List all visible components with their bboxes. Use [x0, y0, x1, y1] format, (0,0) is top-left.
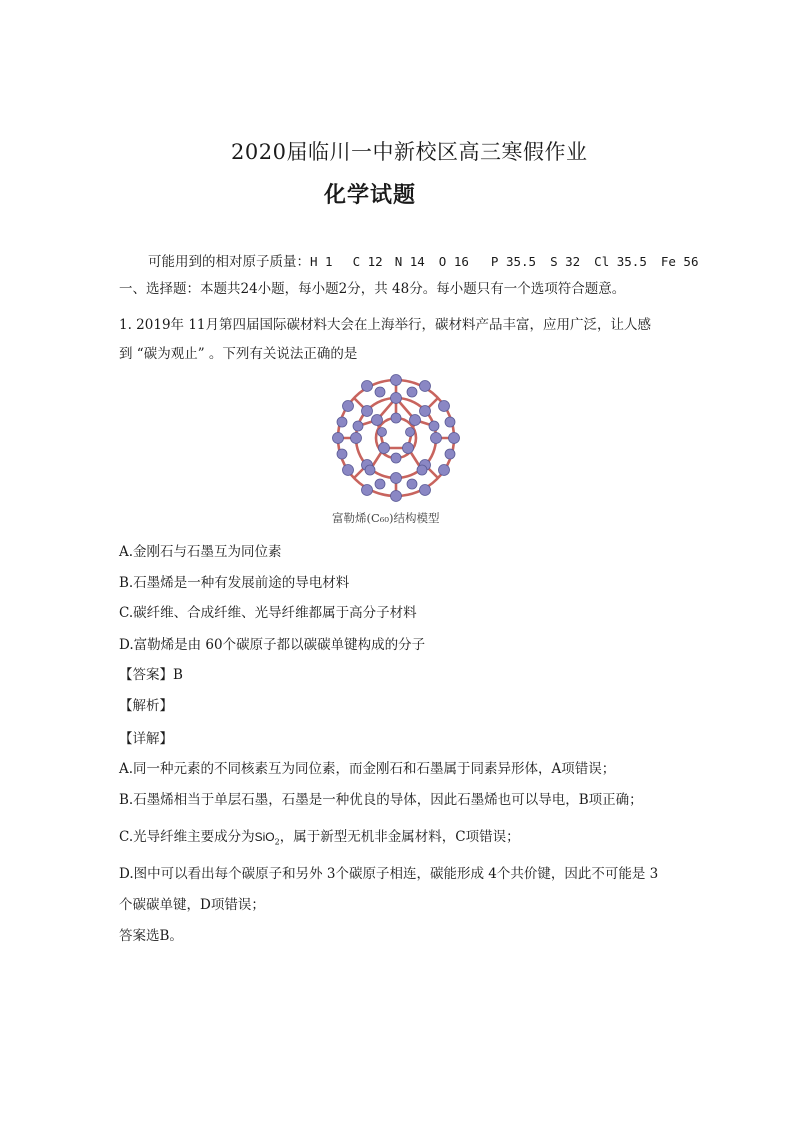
page-subtitle: 化学试题: [324, 182, 417, 208]
detail-c-text-start: C.光导纤维主要成分为: [119, 829, 255, 845]
detail-b: B.石墨烯相当于单层石墨，石墨是一种优良的导体，因此石墨烯也可以导电，B项正确；: [119, 792, 643, 808]
option-d: D.富勒烯是由 60个碳原子都以碳碳单键构成的分子: [119, 637, 426, 653]
detail-d-line2: 个碳碳单键，D项错误；: [119, 897, 265, 913]
atomic-mass-cl: Cl 35.5: [594, 254, 647, 269]
conclusion: 答案选B。: [119, 928, 183, 944]
sio2-subscript: 2: [274, 837, 280, 847]
atomic-mass-line: [148, 250, 699, 270]
atomic-mass-label: 可能用到的相对原子质量：: [148, 254, 310, 270]
sio2-formula: SiO: [254, 830, 275, 844]
atomic-mass-h: H 1: [310, 254, 333, 269]
atomic-mass-o: O 16: [438, 254, 469, 269]
figure-caption: 富勒烯(C₆₀)结构模型: [332, 511, 440, 525]
detail-c-text-end: ，属于新型无机非金属材料，C项错误；: [279, 829, 520, 845]
option-a: A.金刚石与石墨互为同位素: [119, 544, 282, 560]
detail-a: A.同一种元素的不同核素互为同位素，而金刚石和石墨属于同素异形体，A项错误；: [119, 761, 616, 777]
answer-label: 【答案】B: [119, 667, 183, 683]
detail-label: 【详解】: [119, 731, 173, 747]
question-stem-line1: 1. 2019年 11月第四届国际碳材料大会在上海举行，碳材料产品丰富，应用广泛，让人感: [119, 317, 651, 333]
analysis-label: 【解析】: [119, 698, 173, 714]
atomic-mass-fe: Fe 56: [660, 254, 699, 269]
atomic-mass-p: P 35.5: [490, 254, 537, 269]
page-title: 2020届临川一中新校区高三寒假作业: [231, 140, 588, 164]
atomic-mass-c: C 12: [352, 254, 383, 269]
section-heading: 一、选择题：本题共24小题，每小题2分，共 48分。每小题只有一个选项符合题意。: [119, 281, 626, 297]
fullerene-figure: [322, 368, 470, 528]
atomic-mass-n: N 14: [394, 254, 425, 269]
question-stem-line2: 到 “碳为观止” 。下列有关说法正确的是: [119, 346, 358, 362]
option-c: C.碳纤维、合成纤维、光导纤维都属于高分子材料: [119, 605, 417, 621]
option-b: B.石墨烯是一种有发展前途的导电材料: [119, 575, 350, 591]
atomic-mass-s: S 32: [550, 254, 581, 269]
detail-c: [119, 825, 520, 847]
detail-d-line1: D.图中可以看出每个碳原子和另外 3个碳原子相连，碳能形成 4个共价键，因此不可能是 3: [119, 866, 659, 882]
fullerene-model-image: [322, 368, 470, 508]
